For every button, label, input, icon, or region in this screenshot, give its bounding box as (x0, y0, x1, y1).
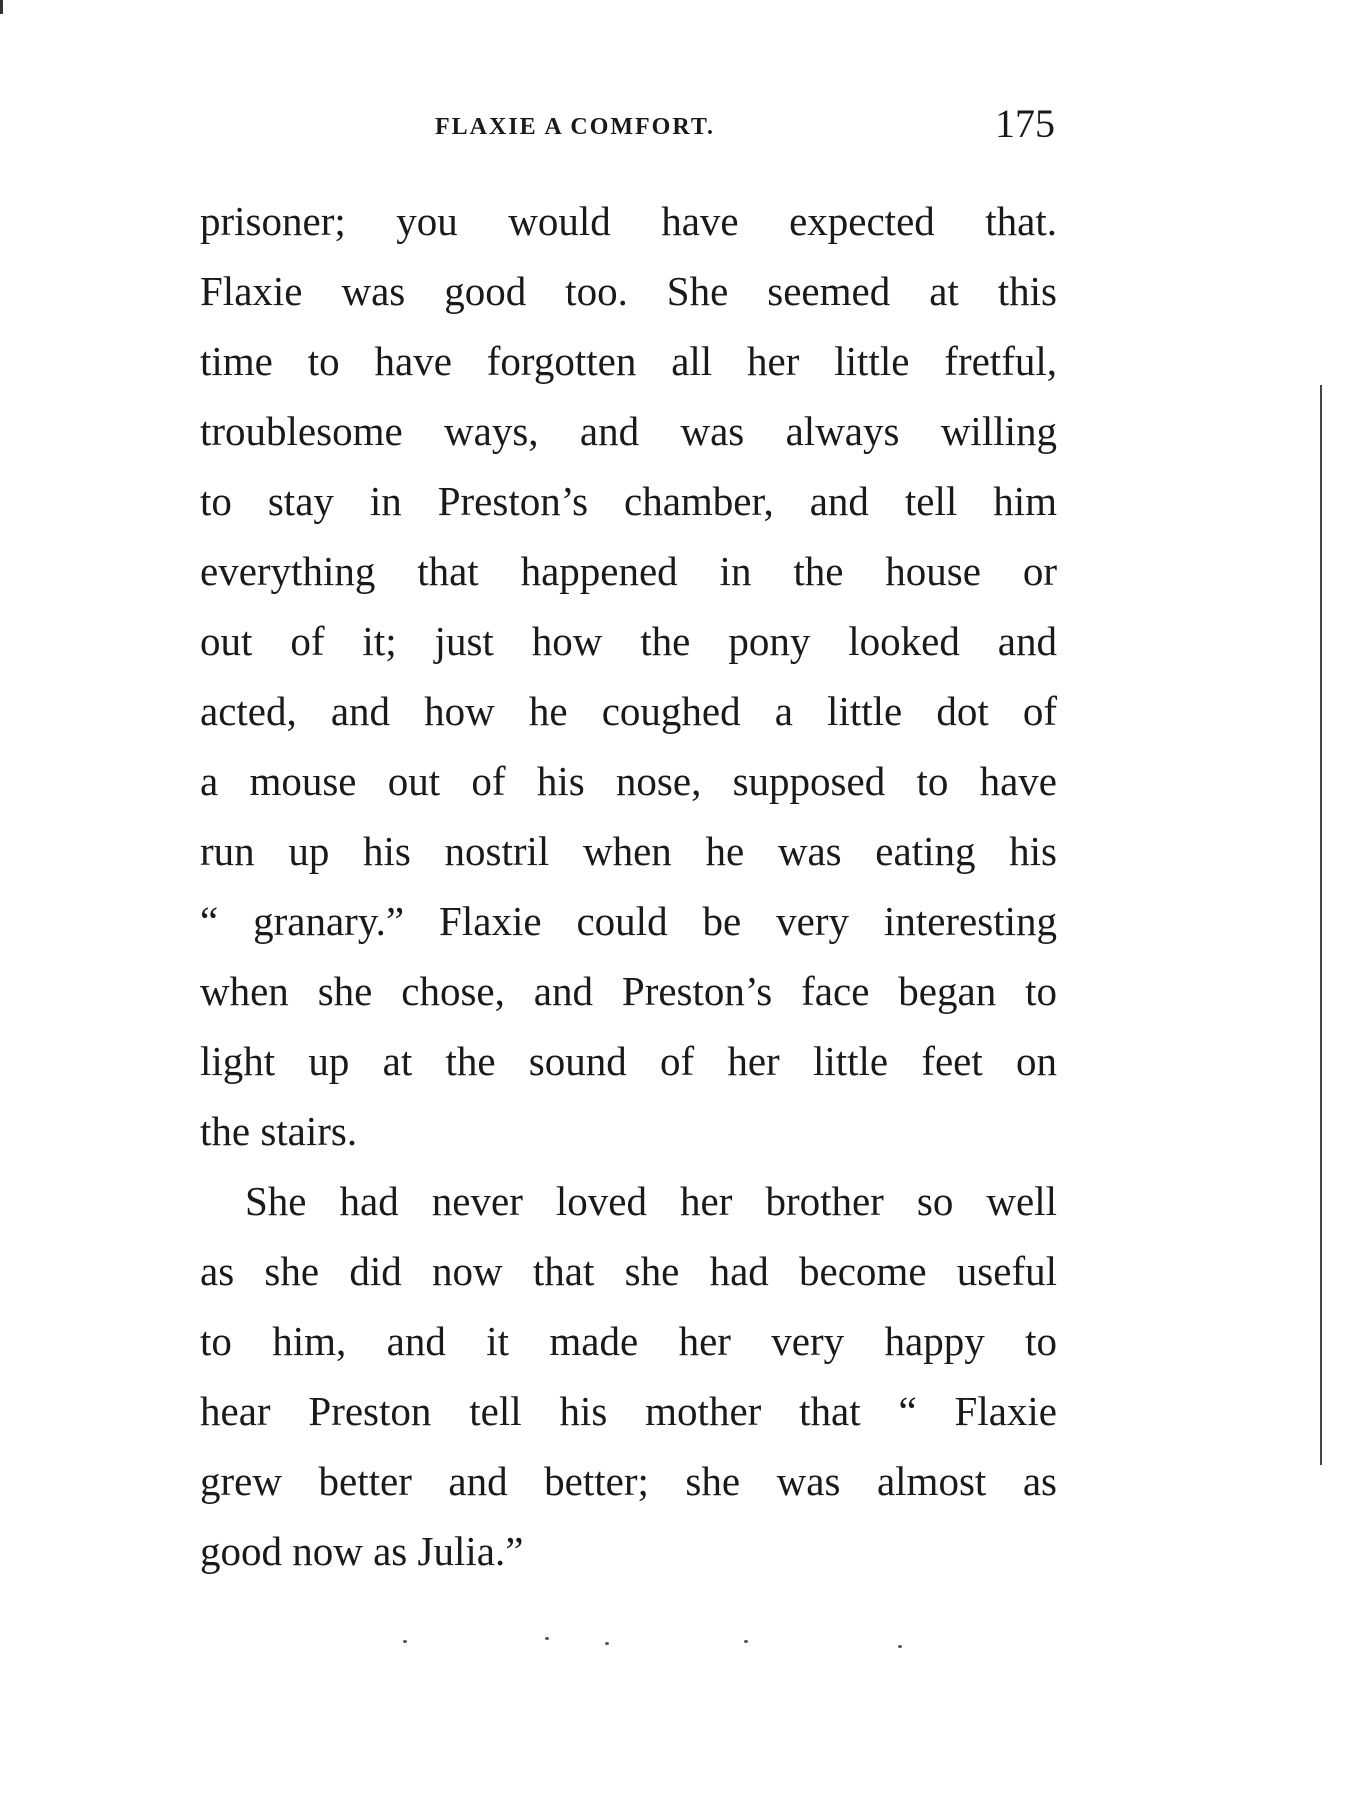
text-line: time to have forgotten all her little fretful, (200, 338, 1057, 384)
text-line: a mouse out of his nose, supposed to have (200, 758, 1057, 804)
text-line: when she chose, and Preston’s face began to (200, 968, 1057, 1014)
text-line: good now as Julia.” (200, 1528, 524, 1574)
text-line: Flaxie was good too. She seemed at this (200, 268, 1057, 314)
page-header (200, 100, 1070, 150)
speck (605, 1642, 609, 1645)
text-line: “ granary.” Flaxie could be very interesting (200, 898, 1057, 944)
text-line: to stay in Preston’s chamber, and tell him (200, 478, 1057, 524)
speck (898, 1645, 902, 1648)
text-line: acted, and how he coughed a little dot of (200, 688, 1057, 734)
body-text (200, 186, 1057, 1586)
speck (403, 1640, 407, 1643)
text-line: prisoner; you would have expected that. (200, 198, 1057, 244)
text-line: as she did now that she had become useful (200, 1248, 1057, 1294)
text-line: light up at the sound of her little feet on (200, 1038, 1057, 1084)
text-line: to him, and it made her very happy to (200, 1318, 1057, 1364)
text-line: everything that happened in the house or (200, 548, 1057, 594)
text-line: the stairs. (200, 1108, 358, 1154)
text-line: grew better and better; she was almost as (200, 1458, 1057, 1504)
text-line: She had never loved her brother so well (245, 1178, 1057, 1224)
speck (744, 1640, 748, 1643)
paragraph (200, 186, 1057, 1166)
scan-edge-mark-left (0, 0, 3, 14)
page-number: 175 (995, 101, 1055, 146)
speck (545, 1637, 549, 1640)
text-line: run up his nostril when he was eating his (200, 828, 1057, 874)
text-line: hear Preston tell his mother that “ Flaxie (200, 1388, 1057, 1434)
running-head: FLAXIE A COMFORT. (435, 114, 716, 140)
paragraph (200, 1166, 1057, 1586)
text-line: out of it; just how the pony looked and (200, 618, 1057, 664)
text-line: troublesome ways, and was always willing (200, 408, 1057, 454)
scan-edge-mark-right (1320, 385, 1322, 1465)
